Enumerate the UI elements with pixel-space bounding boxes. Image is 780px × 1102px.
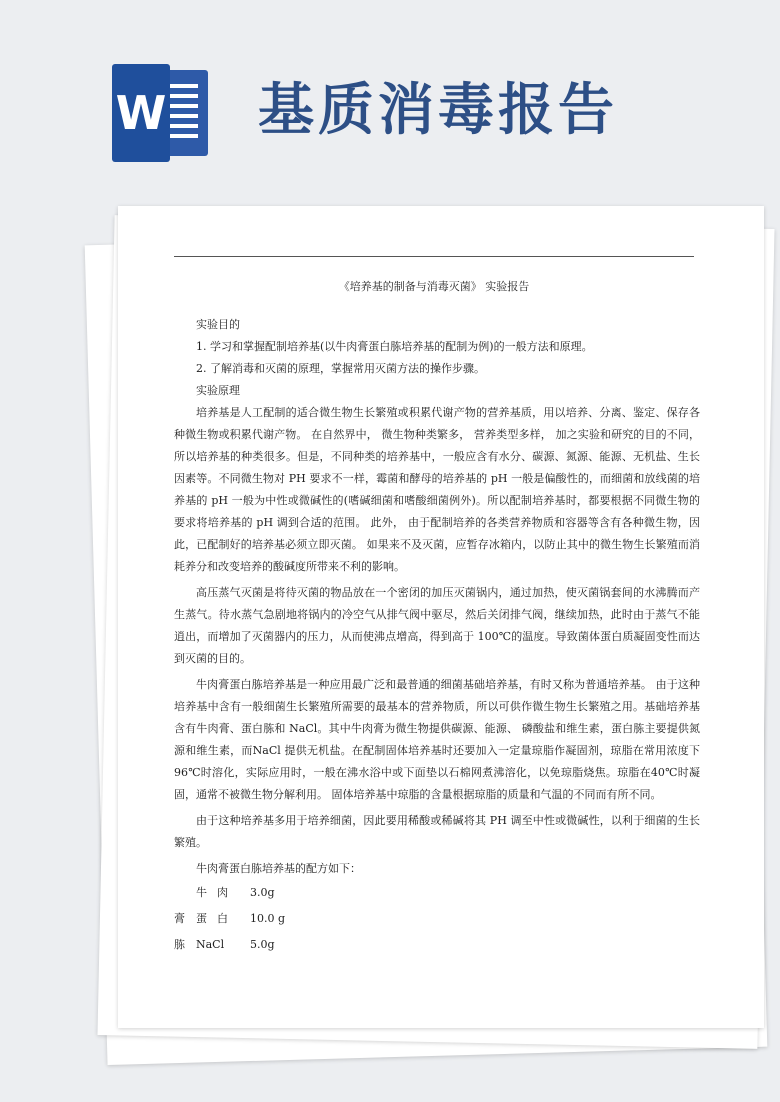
banner-title: 基质消毒报告 — [258, 78, 618, 143]
banner — [0, 0, 780, 200]
recipe-amount: 5.0g — [250, 938, 275, 951]
purpose-item: 1. 学习和掌握配制培养基(以牛肉膏蛋白胨培养基的配制为例)的一般方法和原理。 — [196, 340, 593, 353]
recipe-heading: 牛肉膏蛋白胨培养基的配方如下： — [196, 862, 361, 875]
recipe-row — [174, 932, 700, 958]
logo-letter: W — [112, 64, 170, 162]
word-document-icon — [112, 64, 210, 162]
recipe-ingredient: 蛋白胨 — [174, 912, 228, 951]
document-title: 《培养基的制备与消毒灭菌》 实验报告 — [338, 280, 530, 293]
paragraph: 牛肉膏蛋白胨培养基是一种应用最广泛和最普通的细菌基础培养基，有时又称为普通培养基。 由于这种培养基中含有一般细菌生长繁殖所需要的最基本的营养物质，所以可供作微生物生长繁殖之用。基础培养基含有牛肉膏、蛋白胨和 NaCl。其中牛肉膏为微生物提供碳源、能源、 磷酸盐和维生素，蛋白胨主要提供氮源和维生素，而NaCl 提供无机盐。在配制固体培养基时还要加入一定量琼脂作凝固剂，琼脂在常用浓度下 96℃时溶化，实际应用时，一般在沸水浴中或下面垫以石棉网煮沸溶化，以免琼脂烧焦。琼脂在40℃时凝固，通常不被微生物分解利用。 固体培养基中琼脂的含量根据琼脂的质量和气温的不同而有所不同。 — [174, 678, 700, 801]
purpose-heading: 实验目的 — [196, 318, 240, 331]
paragraph: 培养基是人工配制的适合微生物生长繁殖或积累代谢产物的营养基质，用以培养、分离、鉴定、保存各种微生物或积累代谢产物。 在自然界中， 微生物种类繁多， 营养类型多样， 加之实验和研究的目的不同，所以培养基的种类很多。但是，不同种类的培养基中，一般应含有水分、碳源、氮源、能源、无机盐、生长因素等。不同微生物对 PH 要求不一样，霉菌和酵母的培养基的 pH 一般是偏酸性的，而细菌和放线菌的培养基的 pH 一般为中性或微碱性的(嗜碱细菌和嗜酸细菌例外)。所以配制培养基时，都要根据不同微生物的要求将培养基的 pH 调到合适的范围。 此外， 由于配制培养的各类营养物质和容器等含有各种微生物，因此，已配制好的培养基必须立即灭菌。 如果来不及灭菌，应暂存冰箱内，以防止其中的微生物生长繁殖而消耗养分和改变培养的酸碱度所带来不利的影响。 — [174, 406, 700, 573]
principle-heading: 实验原理 — [196, 384, 240, 397]
document-page — [118, 206, 764, 1028]
recipe-amount: 3.0g — [250, 886, 275, 899]
header-rule — [174, 256, 694, 257]
purpose-item: 2. 了解消毒和灭菌的原理，掌握常用灭菌方法的操作步骤。 — [196, 362, 485, 375]
recipe-ingredient: NaCl — [196, 938, 225, 951]
document-body — [174, 314, 700, 958]
paragraph: 高压蒸气灭菌是将待灭菌的物品放在一个密闭的加压灭菌锅内，通过加热，使灭菌锅套间的水沸腾而产生蒸气。待水蒸气急剧地将锅内的冷空气从排气阀中驱尽，然后关闭排气阀，继续加热，此时由于蒸气不能逍出，而增加了灭菌器内的压力，从而使沸点增高，得到高于 100℃的温度。导致菌体蛋白质凝固变性而达到灭菌的目的。 — [174, 586, 700, 665]
paragraph: 由于这种培养基多用于培养细菌，因此要用稀酸或稀碱将其 PH 调至中性或微碱性，以利于细菌的生长繁殖。 — [174, 814, 700, 849]
recipe-amount: 10.0 g — [250, 912, 286, 925]
recipe-ingredient: 牛肉膏 — [174, 886, 228, 925]
